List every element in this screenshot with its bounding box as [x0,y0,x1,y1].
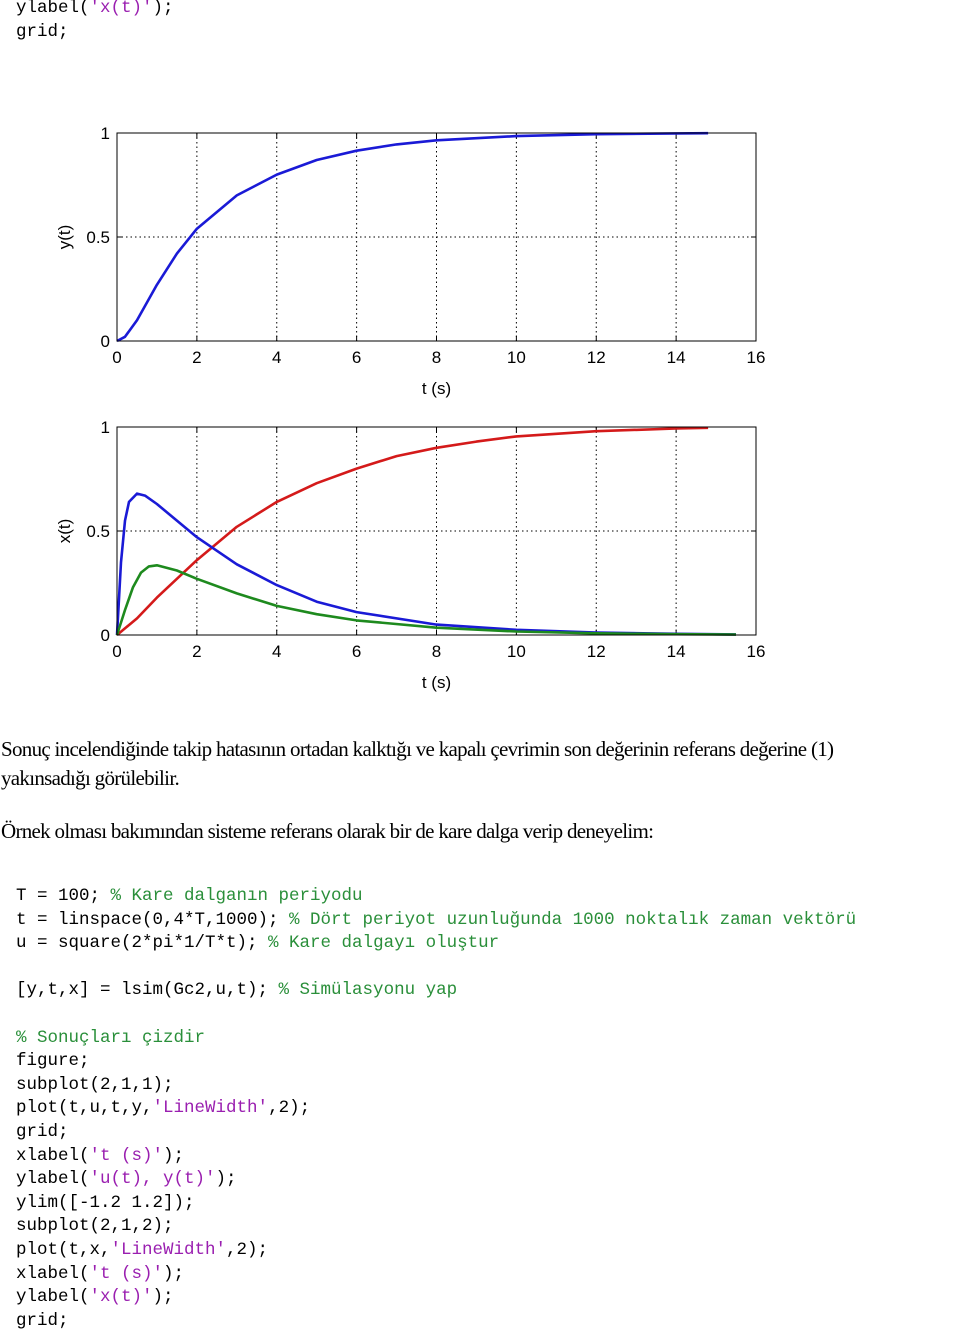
x-tick-label: 0 [112,348,122,367]
code-token: ylabel( [16,1287,90,1308]
code-token: xlabel( [16,1263,90,1284]
code-line [16,1215,856,1239]
series-line-1 [117,494,736,635]
code-token: grid; [16,1310,69,1331]
code-string: 'x(t)' [89,1287,153,1308]
code-token: ); [152,0,174,18]
code-token: u = square(2*pi*1/T*t); [16,933,269,954]
code-line [16,979,856,1003]
code-token: ); [152,1287,174,1308]
code-line [16,1263,856,1287]
code-token: plot(t,u,t,y, [16,1098,153,1119]
code-comment: % Simülasyonu yap [278,980,458,1001]
code-comment: % Sonuçları çizdir [16,1027,206,1048]
code-line [16,1003,856,1027]
code-token: ); [215,1169,237,1190]
y-tick-label: 0.5 [86,522,110,541]
x-tick-label: 14 [666,642,686,661]
code-token: [y,t,x] = lsim(Gc2,u,t); [16,980,279,1001]
y-tick-label: 1 [100,124,110,143]
code-string: 'LineWidth' [110,1239,227,1260]
code-token: ylim([-1.2 1.2]); [16,1192,195,1213]
x-axis-label: t (s) [421,673,452,692]
x-tick-label: 6 [351,348,362,367]
code-token: ); [163,1263,185,1284]
code-line [16,1074,856,1098]
top-code-block [16,0,174,44]
code-comment: % Kare dalgayı oluştur [268,933,500,954]
x-tick-label: 10 [506,348,526,367]
code-line [16,1310,856,1333]
x-tick-label: 16 [746,642,766,661]
code-line [16,1097,856,1121]
x-tick-label: 2 [192,642,202,661]
bottom-code-block [16,885,856,1333]
code-line [16,909,856,933]
x-tick-label: 2 [192,348,202,367]
series-line-2 [117,565,736,635]
code-token: plot(t,x, [16,1239,111,1260]
series-line-0 [117,428,708,635]
x-tick-label: 10 [506,642,526,661]
x-tick-label: 16 [746,348,766,367]
code-string: 'u(t), y(t)' [89,1169,216,1190]
x-tick-label: 0 [112,642,122,661]
code-line [16,1027,856,1051]
x-tick-label: 8 [431,348,442,367]
code-token: grid; [16,21,69,42]
code-line [16,1050,856,1074]
code-token: t = linspace(0,4*T,1000); [16,909,290,930]
y-tick-label: 0 [100,626,110,645]
code-comment: % Dört periyot uzunluğunda 1000 noktalık zaman vektörü [289,909,857,930]
code-string: 't (s)' [89,1263,164,1284]
code-token: T = 100; [16,886,111,906]
code-comment: % Kare dalganın periyodu [110,886,363,906]
x-tick-label: 4 [272,348,282,367]
code-token: subplot(2,1,1); [16,1074,174,1095]
code-line [16,1286,856,1310]
code-token: grid; [16,1121,69,1142]
x-tick-label: 14 [666,348,686,367]
code-line [16,0,174,21]
code-line [16,885,856,909]
code-token: subplot(2,1,2); [16,1216,174,1237]
plot-1 [0,115,960,405]
code-line [16,1192,856,1216]
code-token: ylabel( [16,0,90,18]
paragraph-example: Örnek olması bakımından sisteme referans olarak bir de kare dalga verip deneyelim: [1,819,654,843]
code-token: xlabel( [16,1145,90,1166]
code-line [16,1121,856,1145]
x-tick-label: 12 [586,642,606,661]
code-line [16,956,856,980]
y-axis-label: y(t) [55,224,74,250]
code-line [16,1239,856,1263]
x-tick-label: 8 [431,642,442,661]
code-token: ,2); [268,1098,311,1119]
paragraph-result: Sonuç incelendiğinde takip hatasının ortadan kalktığı ve kapalı çevrimin son değerinin referans değerine (1) yakınsadığı görülebilir. [1,737,834,790]
code-token: figure; [16,1051,90,1072]
code-token: ylabel( [16,1169,90,1190]
code-string: 'x(t)' [89,0,153,18]
x-tick-label: 12 [586,348,606,367]
code-line [16,1168,856,1192]
y-axis-label: x(t) [55,518,74,544]
series-line-0 [117,133,708,341]
code-line [16,21,174,45]
plot-2 [0,409,960,699]
x-tick-label: 6 [351,642,362,661]
x-axis-label: t (s) [421,379,452,398]
code-token: ); [163,1145,185,1166]
y-tick-label: 0.5 [86,228,110,247]
code-line [16,932,856,956]
code-line [16,1145,856,1169]
y-tick-label: 0 [100,332,110,351]
y-tick-label: 1 [100,418,110,437]
x-tick-label: 4 [272,642,282,661]
code-string: 'LineWidth' [152,1098,269,1119]
code-string: 't (s)' [89,1145,164,1166]
code-token: ,2); [226,1239,269,1260]
